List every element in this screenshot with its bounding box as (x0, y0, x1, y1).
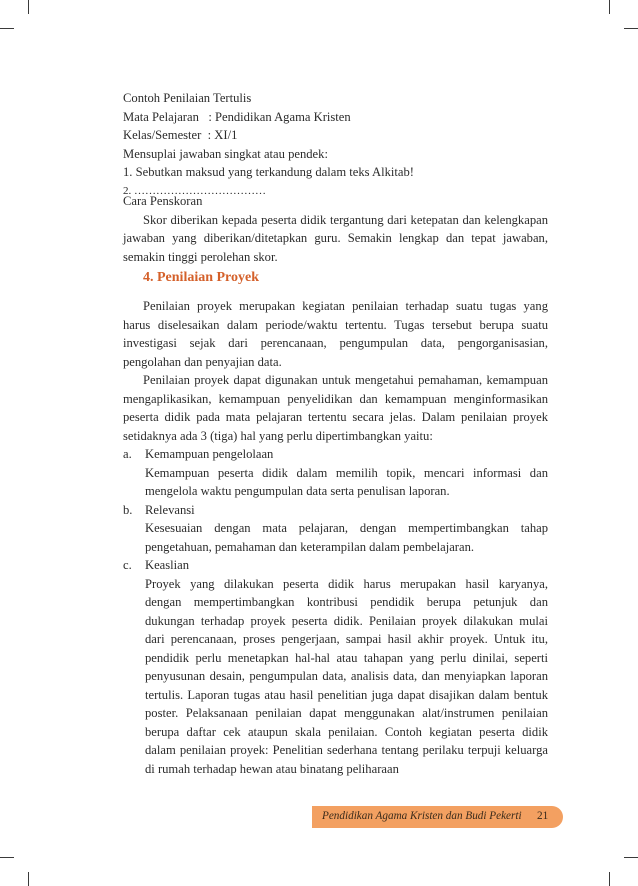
item-line: Proyek yang dilakukan peserta didik harus merupakan hasil karyanya, (145, 576, 548, 591)
item-line: dengan mempertimbangkan kontribusi pendidik berupa petunjuk dan (145, 595, 548, 609)
item-line: tertulis. Laporan tugas atau hasil penelitian juga dapat disajikan dalam bentuk (145, 687, 548, 702)
example-instruction: Mensuplai jawaban singkat atau pendek: (123, 146, 328, 161)
footer-title: Pendidikan Agama Kristen dan Budi Pekerti (322, 810, 522, 822)
item-line: Kemampuan peserta didik dalam memilih topik, mencari informasi dan (145, 465, 548, 480)
item-line: pendidik perlu menetapkan hal-hal atau tahapan yang perlu dinilai, seperti (145, 650, 548, 665)
example-block (123, 89, 548, 200)
scoring-line: Skor diberikan kepada peserta didik tergantung dari ketepatan dan kelengkapan (143, 212, 548, 227)
section-body (123, 297, 548, 778)
item-letter: c. (123, 558, 132, 572)
para2-line: Penilaian proyek dapat digunakan untuk mengetahui pemahaman, kemampuan (143, 373, 548, 387)
list-item (123, 501, 548, 557)
crop-mark (609, 0, 610, 14)
item-line: penyusunan desain, pengumpulan data, analisis data, dan menyiapkan laporan (145, 669, 548, 683)
scoring-line: semakin tinggi perolehan skor. (123, 249, 278, 264)
item-line: berupa daftar cek ataupun skala penilaian. Contoh kegiatan peserta didik (145, 724, 548, 739)
item-letter: a. (123, 447, 132, 461)
crop-mark (624, 28, 638, 29)
para1-line: Penilaian proyek merupakan kegiatan penilaian terhadap suatu tugas yang (143, 299, 548, 313)
item-line: poster. Pelaksanaan penilaian dapat menggunakan alat/instrumen penilaian (145, 706, 548, 720)
crop-mark (0, 28, 14, 29)
example-question-1: 1. Sebutkan maksud yang terkandung dalam teks Alkitab! (123, 165, 414, 179)
list-item (123, 445, 548, 501)
item-line: Kesesuaian dengan mata pelajaran, dengan mempertimbangkan tahap (145, 521, 548, 535)
page-number: 21 (537, 810, 549, 822)
item-title: Kemampuan pengelolaan (145, 447, 274, 461)
section-heading: 4. Penilaian Proyek (143, 270, 260, 285)
example-question-2: 2. ……………………………… (123, 184, 266, 197)
crop-mark (28, 872, 29, 886)
item-letter: b. (123, 502, 133, 517)
example-class: Kelas/Semester : XI/1 (123, 128, 238, 142)
item-line: pengetahuan, pemahaman dan keterampilan dalam pembelajaran. (145, 539, 475, 554)
example-subject: Mata Pelajaran : Pendidikan Agama Kristen (123, 109, 351, 124)
crop-mark (624, 857, 638, 858)
item-line: dari perencanaan, proses pengerjaan, sampai hasil akhir proyek. Untuk itu, (145, 632, 548, 646)
item-line: dalam penilaian proyek: Penelitian sederhana tentang perilaku terpuji keluarga (145, 743, 548, 757)
item-line: di rumah terhadap hewan atau binatang peliharaan (145, 761, 399, 776)
scoring-block (123, 192, 548, 266)
item-title: Keaslian (145, 558, 190, 572)
crop-mark (0, 857, 14, 858)
para1-line: pengolahan dan penyajian data. (123, 354, 282, 369)
para2-line: peserta didik pada mata pelajaran tertentu secara jelas. Dalam penilaian proyek (123, 410, 548, 424)
para2-line: setidaknya ada 3 (tiga) hal yang perlu dipertimbangkan yaitu: (123, 428, 433, 443)
item-line: dukungan terhadap proyek peserta didik. Penilaian proyek dilakukan mulai (145, 613, 548, 628)
para2-line: mengaplikasikan, kemampuan penyelidikan dan kemampuan menginformasikan (123, 391, 548, 406)
para1-line: investigasi sejak dari perencanaan, pengumpulan data, pengorganisasian, (123, 336, 548, 350)
scoring-line: jawaban yang diberikan/ditetapkan guru. Semakin lengkap dan tepat jawaban, (123, 231, 548, 245)
crop-mark (609, 872, 610, 886)
item-line: mengelola waktu pengumpulan data serta penulisan laporan. (145, 484, 450, 498)
example-title: Contoh Penilaian Tertulis (123, 91, 252, 105)
item-title: Relevansi (145, 502, 195, 517)
crop-mark (28, 0, 29, 14)
list-item (123, 556, 548, 778)
para1-line: harus diselesaikan dalam periode/waktu tertentu. Tugas tersebut berupa suatu (123, 317, 548, 332)
scoring-title: Cara Penskoran (123, 194, 203, 208)
